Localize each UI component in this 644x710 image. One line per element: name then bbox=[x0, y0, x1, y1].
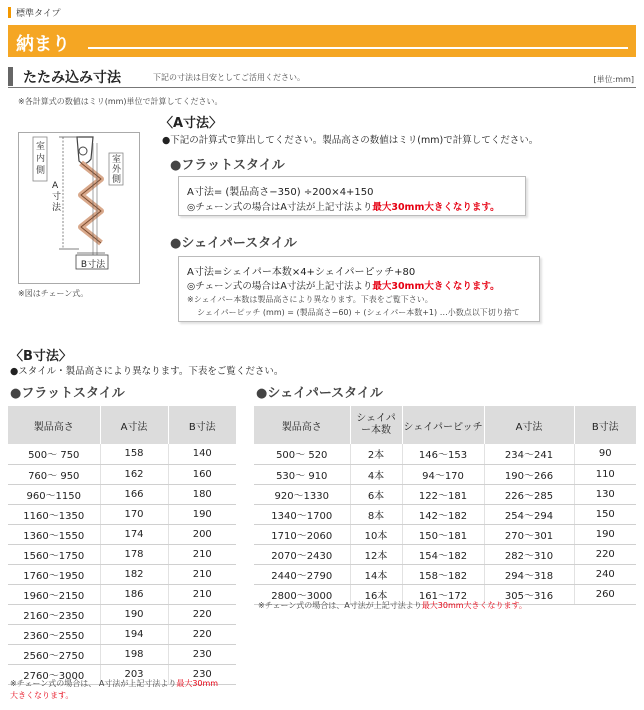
flat-chain-note-text: ◎チェーン式の場合はA寸法が上記寸法より bbox=[187, 202, 373, 213]
table-cell: 140 bbox=[168, 444, 236, 464]
table-cell: 198 bbox=[100, 644, 168, 664]
table-cell: 200 bbox=[168, 524, 236, 544]
table-cell: 190 bbox=[168, 504, 236, 524]
table-cell: 230 bbox=[168, 644, 236, 664]
table-cell: 1560〜1750 bbox=[8, 544, 100, 564]
section-note: 下記の寸法は目安としてご活用ください。 bbox=[153, 73, 305, 82]
column-header: 製品高さ bbox=[8, 406, 100, 444]
column-header: A寸法 bbox=[100, 406, 168, 444]
table-cell: 1160〜1350 bbox=[8, 504, 100, 524]
table-header-row bbox=[8, 406, 236, 444]
table-cell: 186 bbox=[100, 584, 168, 604]
outdoor-label: 室外側 bbox=[112, 155, 122, 185]
tag-marker bbox=[8, 7, 11, 18]
table-cell: 2360〜2550 bbox=[8, 624, 100, 644]
shaper-chain-note-text: ◎チェーン式の場合はA寸法が上記寸法より bbox=[187, 281, 373, 292]
table-row bbox=[8, 484, 236, 504]
table-cell: 1710〜2060 bbox=[254, 524, 350, 544]
column-header: シェイパーピッチ bbox=[402, 406, 484, 444]
table-cell: 6本 bbox=[350, 484, 402, 504]
table-cell: 220 bbox=[168, 624, 236, 644]
table-cell: 170 bbox=[100, 504, 168, 524]
column-header: A寸法 bbox=[484, 406, 574, 444]
table-cell: 122〜181 bbox=[402, 484, 484, 504]
indoor-label: 室内側 bbox=[36, 142, 46, 176]
shaper-chain-note bbox=[187, 278, 500, 292]
table-row bbox=[254, 544, 636, 564]
table-cell: 190〜266 bbox=[484, 464, 574, 484]
table-cell: 160 bbox=[168, 464, 236, 484]
table-cell: 210 bbox=[168, 544, 236, 564]
table-cell: 1960〜2150 bbox=[8, 584, 100, 604]
shaper-table-note bbox=[258, 600, 527, 611]
table-cell: 2070〜2430 bbox=[254, 544, 350, 564]
table-row bbox=[8, 544, 236, 564]
flat-formula-heading: ●フラットスタイル bbox=[170, 158, 285, 173]
flat-chain-note-emphasis: 最大30mm大きくなります。 bbox=[372, 202, 500, 213]
flat-chain-note bbox=[187, 199, 500, 213]
table-cell: 190 bbox=[574, 524, 636, 544]
column-header: B寸法 bbox=[168, 406, 236, 444]
table-cell: 16本 bbox=[350, 584, 402, 604]
b-section-heading: 〈B寸法〉 bbox=[10, 349, 72, 364]
table-cell: 150〜181 bbox=[402, 524, 484, 544]
table-cell: 166 bbox=[100, 484, 168, 504]
table-cell: 305〜316 bbox=[484, 584, 574, 604]
table-cell: 240 bbox=[574, 564, 636, 584]
table-cell: 130 bbox=[574, 484, 636, 504]
table-row bbox=[8, 564, 236, 584]
title-bar bbox=[8, 25, 636, 57]
table-cell: 2560〜2750 bbox=[8, 644, 100, 664]
table-cell: 158 bbox=[100, 444, 168, 464]
table-cell: 10本 bbox=[350, 524, 402, 544]
table-cell: 150 bbox=[574, 504, 636, 524]
table-cell: 220 bbox=[168, 604, 236, 624]
table-cell: 110 bbox=[574, 464, 636, 484]
table-cell: 1360〜1550 bbox=[8, 524, 100, 544]
table-cell: 226〜285 bbox=[484, 484, 574, 504]
a-dimension-label: A寸法 bbox=[52, 181, 62, 213]
table-row bbox=[8, 524, 236, 544]
table-row bbox=[254, 504, 636, 524]
table-cell: 260 bbox=[574, 584, 636, 604]
section-title: たたみ込み寸法 bbox=[23, 70, 121, 86]
shaper-table-note-text: ※チェーン式の場合は、A寸法が上記寸法より bbox=[258, 601, 422, 610]
table-cell: 94〜170 bbox=[402, 464, 484, 484]
column-header: B寸法 bbox=[574, 406, 636, 444]
table-cell: 174 bbox=[100, 524, 168, 544]
section-heading bbox=[8, 66, 636, 88]
table-cell: 960〜1150 bbox=[8, 484, 100, 504]
shaper-table-heading: ●シェイパースタイル bbox=[256, 386, 383, 401]
table-cell: 190 bbox=[100, 604, 168, 624]
table-row bbox=[8, 444, 236, 464]
unit-label: [単位:mm] bbox=[593, 75, 634, 84]
table-cell: 230 bbox=[168, 664, 236, 684]
table-row bbox=[8, 604, 236, 624]
table-cell: 2800〜3000 bbox=[254, 584, 350, 604]
column-header bbox=[350, 406, 402, 444]
flat-style-table bbox=[8, 406, 236, 685]
b-section-intro: ●スタイル・製品高さにより異なります。下表をご覧ください。 bbox=[10, 366, 284, 377]
table-cell: 2160〜2350 bbox=[8, 604, 100, 624]
table-cell: 1340〜1700 bbox=[254, 504, 350, 524]
b-dimension-label: B寸法 bbox=[80, 260, 106, 270]
page-title: 納まり bbox=[16, 34, 70, 55]
table-cell: 1760〜1950 bbox=[8, 564, 100, 584]
table-cell: 146〜153 bbox=[402, 444, 484, 464]
table-cell: 760〜 950 bbox=[8, 464, 100, 484]
table-row bbox=[254, 524, 636, 544]
table-row bbox=[8, 464, 236, 484]
table-cell: 180 bbox=[168, 484, 236, 504]
column-header: 製品高さ bbox=[254, 406, 350, 444]
shaper-table-note-emphasis: 最大30mm大きくなります。 bbox=[421, 601, 527, 610]
diagram-caption: ※図はチェーン式。 bbox=[18, 289, 89, 298]
shaper-formula-heading: ●シェイパースタイル bbox=[170, 236, 297, 251]
table-cell: 210 bbox=[168, 584, 236, 604]
table-cell: 142〜182 bbox=[402, 504, 484, 524]
table-cell: 8本 bbox=[350, 504, 402, 524]
table-row bbox=[254, 484, 636, 504]
calc-note: ※各計算式の数値はミリ(mm)単位で計算してください。 bbox=[18, 97, 223, 106]
column-header-text: シェイパー本数 bbox=[356, 413, 396, 436]
fold-diagram bbox=[18, 132, 140, 284]
shaper-formula-box bbox=[178, 256, 540, 322]
table-header-row bbox=[254, 406, 636, 444]
flat-table-note-text: ※チェーン式の場合は、 A寸法が上記寸法より bbox=[10, 679, 177, 688]
table-cell: 4本 bbox=[350, 464, 402, 484]
table-cell: 234〜241 bbox=[484, 444, 574, 464]
table-cell: 178 bbox=[100, 544, 168, 564]
flat-table-note-emphasis-2: 大きくなります。 bbox=[10, 691, 74, 700]
flat-formula: A寸法= (製品高さ−350) ÷200×4+150 bbox=[187, 187, 374, 198]
a-section-intro: ●下記の計算式で算出してください。製品高さの数値はミリ(mm)で計算してください。 bbox=[162, 135, 539, 146]
table-cell: 12本 bbox=[350, 544, 402, 564]
table-row bbox=[8, 644, 236, 664]
section-marker bbox=[8, 67, 13, 86]
table-cell: 194 bbox=[100, 624, 168, 644]
shaper-count-note: ※シェイパー本数は製品高さにより異なります。下表をご覧下さい。 bbox=[187, 295, 433, 304]
type-tag-label: 標準タイプ bbox=[16, 8, 61, 19]
a-section-heading: 〈A寸法〉 bbox=[160, 116, 223, 131]
table-cell: 158〜182 bbox=[402, 564, 484, 584]
shaper-pitch-note: シェイパーピッチ (mm) = (製品高さ−60) ÷ (シェイパー本数+1) …小数点以下切り捨て bbox=[197, 308, 520, 317]
table-cell: 530〜 910 bbox=[254, 464, 350, 484]
table-cell: 500〜 520 bbox=[254, 444, 350, 464]
table-cell: 182 bbox=[100, 564, 168, 584]
table-cell: 2本 bbox=[350, 444, 402, 464]
type-tag bbox=[8, 5, 61, 19]
table-cell: 282〜310 bbox=[484, 544, 574, 564]
table-cell: 2440〜2790 bbox=[254, 564, 350, 584]
table-row bbox=[254, 444, 636, 464]
table-cell: 162 bbox=[100, 464, 168, 484]
table-cell: 203 bbox=[100, 664, 168, 684]
table-cell: 2760〜3000 bbox=[8, 664, 100, 684]
table-cell: 90 bbox=[574, 444, 636, 464]
flat-table-heading: ●フラットスタイル bbox=[10, 386, 125, 401]
table-cell: 294〜318 bbox=[484, 564, 574, 584]
flat-table-note bbox=[10, 678, 250, 702]
table-cell: 920〜1330 bbox=[254, 484, 350, 504]
title-underline bbox=[88, 47, 628, 49]
table-row bbox=[254, 564, 636, 584]
shaper-style-table bbox=[254, 406, 636, 605]
table-row bbox=[8, 584, 236, 604]
table-cell: 210 bbox=[168, 564, 236, 584]
table-cell: 154〜182 bbox=[402, 544, 484, 564]
flat-table-note-emphasis: 最大30mm bbox=[176, 679, 219, 688]
table-cell: 270〜301 bbox=[484, 524, 574, 544]
table-cell: 220 bbox=[574, 544, 636, 564]
flat-formula-box bbox=[178, 176, 526, 216]
table-cell: 161〜172 bbox=[402, 584, 484, 604]
table-cell: 14本 bbox=[350, 564, 402, 584]
shaper-formula: A寸法=シェイパー本数×4+シェイパーピッチ+80 bbox=[187, 267, 416, 278]
table-row bbox=[8, 624, 236, 644]
shaper-chain-note-emphasis: 最大30mm大きくなります。 bbox=[372, 281, 500, 292]
table-cell: 254〜294 bbox=[484, 504, 574, 524]
table-cell: 500〜 750 bbox=[8, 444, 100, 464]
table-row bbox=[254, 464, 636, 484]
table-row bbox=[8, 504, 236, 524]
